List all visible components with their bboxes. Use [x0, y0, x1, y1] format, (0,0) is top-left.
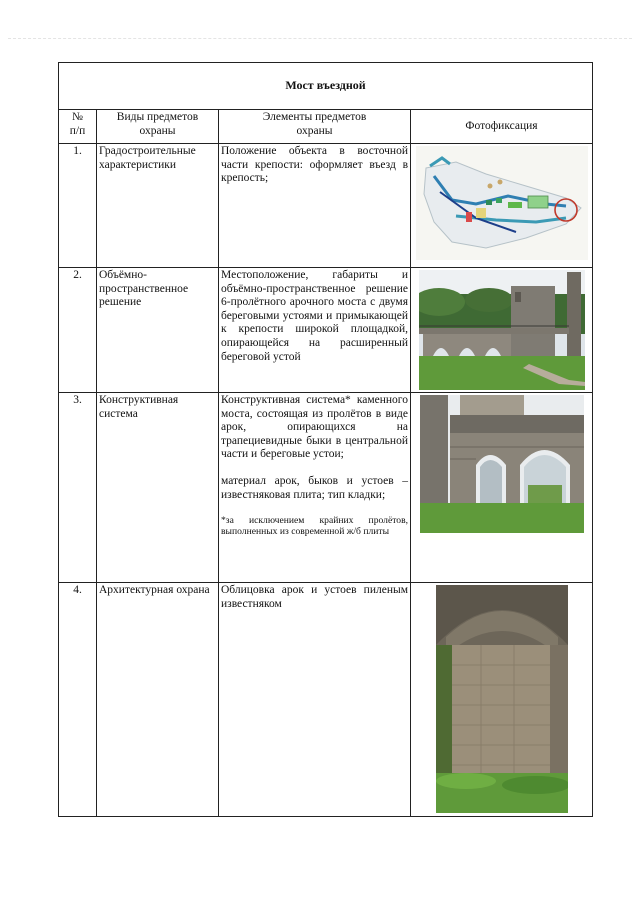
row-photo	[411, 144, 593, 268]
row-photo	[411, 583, 593, 817]
scan-edge-line	[8, 38, 632, 39]
site-plan-map-image	[416, 146, 588, 260]
protection-table	[58, 62, 593, 817]
row-number: 3.	[59, 393, 97, 583]
element-footnote: *за исключением крайних пролётов, выполненных из современной ж/б плиты	[221, 515, 408, 538]
table-row	[59, 393, 593, 583]
table-title: Мост въездной	[59, 63, 593, 110]
header-types: Виды предметов охраны	[97, 110, 219, 144]
row-elements	[219, 393, 411, 583]
table-header-row	[59, 110, 593, 144]
row-number: 1.	[59, 144, 97, 268]
element-text: материал арок, быков и устоев – известняковая плита; тип кладки;	[221, 474, 408, 501]
row-photo	[411, 268, 593, 393]
row-elements	[219, 583, 411, 817]
header-photo: Фотофиксация	[411, 110, 593, 144]
limestone-pier-photo	[436, 585, 568, 813]
header-elements: Элементы предметов охраны	[219, 110, 411, 144]
table-row	[59, 268, 593, 393]
element-text: Местоположение, габариты и объёмно-пространственное решение 6-пролётного арочного моста с двумя береговыми устоями и примыкающей к крепости широкой площадкой, опирающейся на расширенный береговой устой	[221, 269, 408, 363]
row-type: Архитектурная охрана	[97, 583, 219, 817]
row-elements	[219, 268, 411, 393]
row-elements	[219, 144, 411, 268]
element-text: Облицовка арок и устоев пиленым известняком	[221, 584, 408, 610]
row-type: Объёмно-пространственное решение	[97, 268, 219, 393]
row-number: 4.	[59, 583, 97, 817]
header-number: № п/п	[59, 110, 97, 144]
element-text: Положение объекта в восточной части крепости: оформляет въезд в крепость;	[221, 145, 408, 185]
element-text: Конструктивная система* каменного моста, состоящая из пролётов в виде арок, опирающихся на трапециевидные быки в центральной части и береговые устои;	[221, 394, 408, 461]
table-row	[59, 583, 593, 817]
row-type: Градостроительные характеристики	[97, 144, 219, 268]
bridge-with-tower-photo	[419, 270, 585, 390]
row-type: Конструктивная система	[97, 393, 219, 583]
table-row	[59, 144, 593, 268]
row-number: 2.	[59, 268, 97, 393]
stone-arches-photo	[420, 395, 584, 533]
row-photo	[411, 393, 593, 583]
